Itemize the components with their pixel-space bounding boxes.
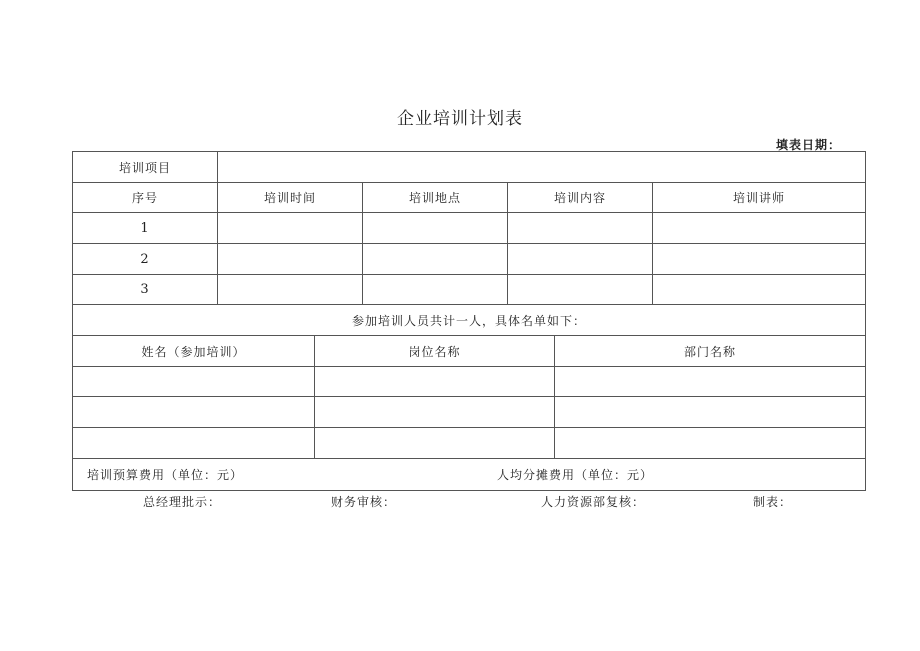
header-position-name: 岗位名称 [315, 336, 555, 366]
participant-header-row [73, 336, 865, 367]
prepared-by-label: 制表： [753, 495, 793, 509]
participant-department-cell[interactable] [555, 428, 865, 458]
header-serial-no: 序号 [73, 183, 218, 212]
participant-row [73, 428, 865, 459]
content-cell[interactable] [508, 213, 653, 243]
participant-name-cell[interactable] [73, 397, 315, 427]
serial-no-cell: 2 [73, 244, 218, 274]
participant-row [73, 367, 865, 397]
participant-department-cell[interactable] [555, 367, 865, 396]
schedule-row [73, 275, 865, 305]
content-cell[interactable] [508, 275, 653, 304]
time-cell[interactable] [218, 213, 363, 243]
participant-name-cell[interactable] [73, 367, 315, 396]
time-cell[interactable] [218, 275, 363, 304]
lecturer-cell[interactable] [653, 244, 865, 274]
content-cell[interactable] [508, 244, 653, 274]
per-capita-label: 人均分摊费用（单位：元） [497, 468, 654, 482]
place-cell[interactable] [363, 244, 508, 274]
finance-review-label: 财务审核： [331, 495, 397, 509]
header-training-lecturer: 培训讲师 [732, 191, 785, 205]
project-row [73, 152, 865, 183]
participant-row [73, 397, 865, 428]
participant-position-cell[interactable] [315, 367, 555, 396]
lecturer-cell[interactable] [653, 275, 865, 304]
schedule-row [73, 244, 865, 275]
serial-no-cell: 1 [73, 213, 218, 243]
hr-review-label: 人力资源部复核： [541, 495, 646, 509]
gm-approval-label: 总经理批示： [143, 495, 222, 509]
header-training-time: 培训时间 [218, 183, 363, 212]
participant-position-cell[interactable] [315, 428, 555, 458]
place-cell[interactable] [363, 213, 508, 243]
header-department-name: 部门名称 [683, 344, 736, 359]
header-training-content: 培训内容 [508, 183, 653, 212]
training-plan-table [72, 151, 866, 491]
header-training-place: 培训地点 [363, 183, 508, 212]
participants-note: 参加培训人员共计一人，具体名单如下： [351, 313, 586, 328]
project-field[interactable] [218, 152, 865, 182]
budget-row [73, 459, 865, 490]
participant-position-cell[interactable] [315, 397, 555, 427]
serial-no-cell: 3 [73, 275, 218, 304]
project-label: 培训项目 [73, 152, 218, 182]
fill-date-label: 填表日期： [776, 138, 842, 152]
budget-label: 培训预算费用（单位：元） [87, 468, 244, 482]
participants-note-row [73, 305, 865, 336]
lecturer-cell[interactable] [653, 213, 865, 243]
place-cell[interactable] [363, 275, 508, 304]
participant-department-cell[interactable] [555, 397, 865, 427]
form-title: 企业培训计划表 [397, 109, 523, 129]
time-cell[interactable] [218, 244, 363, 274]
schedule-row [73, 213, 865, 244]
schedule-header-row [73, 183, 865, 213]
header-participant-name: 姓名（参加培训） [73, 336, 315, 366]
participant-name-cell[interactable] [73, 428, 315, 458]
